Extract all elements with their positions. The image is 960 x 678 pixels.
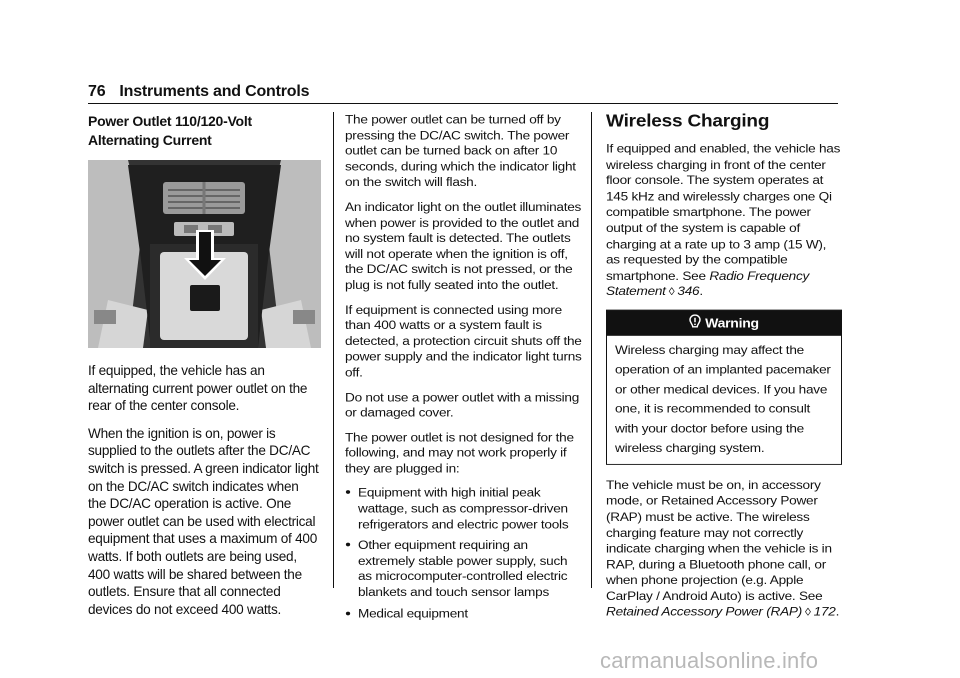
outlet-not-designed-paragraph: The power outlet is not designed for the following, and may not work properly if they are plugged in: (345, 430, 574, 476)
power-outlet-photo (88, 160, 321, 348)
page-number: 76 (88, 83, 106, 100)
wireless-conditions-paragraph: The vehicle must be on, in accessory mode, or Retained Accessory Power (RAP) must be active. The wireless charging feature may not correctly indicate charging when the vehicle is in RAP, during a Bluetooth phone call, or when phone projection (e.g. Apple CarPlay / Android Auto) is active. See Retained Accessory Power (RAP) ◊ 172. (606, 478, 840, 619)
watermark-footer: carmanualsonline.info (600, 648, 819, 673)
outlet-protection-paragraph: If equipment is connected using more than 400 watts or a system fault is detected, a protection circuit shuts off the power supply and the indicator light turns off. (345, 302, 582, 379)
page-reference-icon: ◊ (804, 606, 811, 619)
warning-label: Warning (705, 315, 759, 331)
list-item: ● Other equipment requiring an extremely stable power supply, such as microcomputer-controlled electric blankets and touch sensor lamps (345, 538, 568, 599)
warning-icon (689, 312, 701, 337)
page-reference-172[interactable]: 172 (813, 605, 836, 619)
column-1 (88, 112, 320, 628)
list-item: ● Medical equipment (345, 606, 468, 620)
outlet-indicator-paragraph: An indicator light on the outlet illuminates when power is provided to the outlet and no system fault is detected. The outlets will not operate when the ignition is off, the DC/AC switch is not pressed, or the plug is not fully seated into the outlet. (345, 200, 582, 292)
wireless-charging-heading: Wireless Charging (606, 112, 770, 131)
bullet-icon: ● (345, 540, 351, 551)
outlet-off-paragraph: The power outlet can be turned off by pressing the DC/AC switch. The power outlet can be turned back on after 10 seconds, during which the indicator light on the switch will flash. (345, 112, 576, 189)
radio-frequency-link[interactable]: Radio Frequency Statement (606, 268, 810, 299)
column-divider-2 (591, 112, 592, 588)
page-reference-icon: ◊ (668, 285, 675, 299)
header-rule (88, 103, 838, 104)
power-outlet-heading: Power Outlet 110/120-Volt Alternating Current (88, 113, 252, 148)
outlet-operation-paragraph: When the ignition is on, power is supplied to the outlets after the DC/AC switch is pressed. A green indicator light on the DC/AC switch indicates when the DC/AC operation is active. One power outlet can be used with electrical equipment that uses a maximum of 400 watts. If both outlets are being used, 400 watts will be shared between the outlets. Ensure that all connected devices do not exceed 400 watts. (88, 425, 319, 617)
wireless-intro-paragraph: If equipped and enabled, the vehicle has wireless charging in front of the center floor console. The system operates at 145 kHz and wirelessly charges one Qi compatible smartphone. The power output of the system is capable of charging at a rate up to 3 amp (15 W), as requested by the compatible smartphone. See Radio Frequency Statement ◊ 346. (606, 141, 841, 299)
warning-box (606, 310, 842, 465)
console-outlet-illustration (88, 160, 321, 348)
page-reference-346[interactable]: 346 (677, 284, 700, 299)
section-name: Instruments and Controls (119, 83, 310, 100)
list-item: ● Equipment with high initial peak wattage, such as compressor-driven refrigerators and electric power tools (345, 486, 569, 531)
outlet-intro-paragraph: If equipped, the vehicle has an alternating current power outlet on the rear of the center console. (88, 363, 308, 414)
warning-text: Wireless charging may affect the operation of an implanted pacemaker or other medical devices. If you have one, it is recommended to consult with your doctor before using the wireless charging system. (615, 342, 831, 455)
bullet-icon: ● (345, 488, 351, 498)
column-2 (345, 112, 583, 630)
equipment-list (345, 485, 583, 621)
outlet-cover-paragraph: Do not use a power outlet with a missing or damaged cover. (345, 390, 580, 420)
bullet-icon: ● (345, 608, 351, 619)
rap-link[interactable]: Retained Accessory Power (RAP) (606, 605, 802, 619)
page-header (88, 83, 309, 101)
warning-header (607, 310, 841, 335)
column-3 (606, 112, 842, 630)
column-divider-1 (333, 112, 334, 588)
